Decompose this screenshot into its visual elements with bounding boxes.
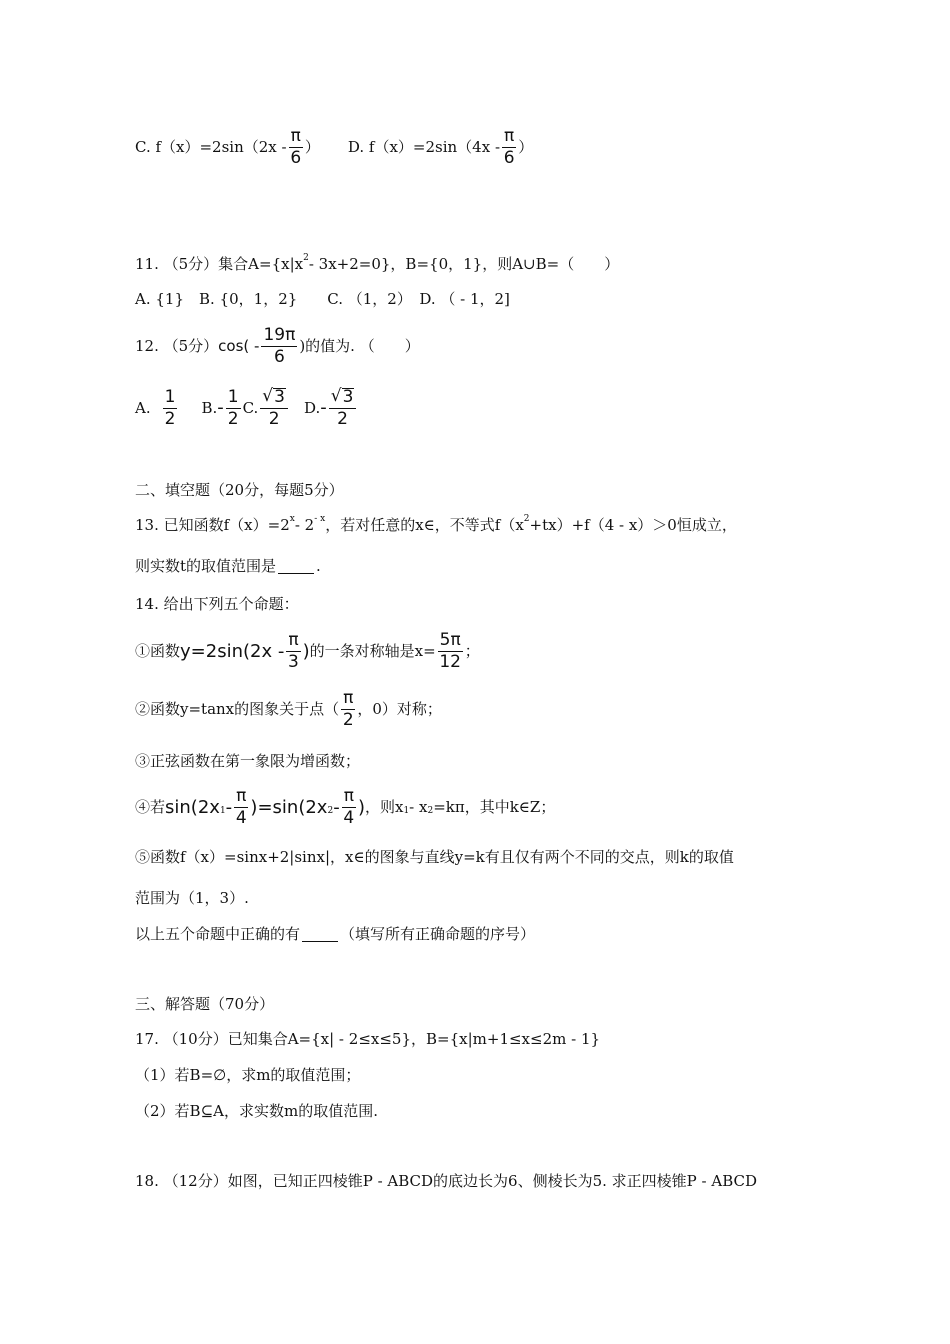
question-12-options: A. $\frac{1}{2}$ B. - $\frac{1}{2}$ C. √ 3 2 D. - √ 3 2: [135, 388, 358, 428]
option-c-sqrt-fraction: √ 3 2: [260, 388, 288, 428]
option-b-fraction: $\frac{1}{2}$: [227, 386, 239, 429]
proposition-5-line2: 范围为（1，3）.: [135, 889, 249, 907]
option-c-fraction: $\frac{\pi}{6}$: [290, 126, 302, 168]
answer-blank: [302, 927, 338, 942]
question-13-line2: 则实数t的取值范围是 .: [135, 557, 321, 575]
option-a-fraction: $\frac{1}{2}$: [164, 386, 176, 429]
question-12-fraction: $\frac{19\pi}{6}$: [263, 325, 296, 367]
question-17-part-1: （1）若B=∅，求m的取值范围；: [135, 1066, 361, 1084]
section-3-heading: 三、解答题（70分）: [135, 995, 275, 1013]
question-11-options: A. {1} B. {0，1，2} C. （1，2） D. （ - 1，2]: [135, 290, 510, 308]
section-2-heading: 二、填空题（20分，每题5分）: [135, 481, 344, 499]
proposition-5: ⑤函数f（x）=sinx+2|sinx|，x∈的图象与直线y=k有且仅有两个不同的交点，则k的取值: [135, 848, 734, 866]
question-13: 13. 已知函数f（x）=2 x - 2 - x ，若对任意的x∈，不等式f（x 2 +tx）+f（4 - x）＞0恒成立，: [135, 514, 737, 534]
question-14: 14. 给出下列五个命题：: [135, 595, 299, 613]
question-18: 18. （12分）如图，已知正四棱锥P - ABCD的底边长为6、侧棱长为5. 求正四棱锥P - ABCD: [135, 1172, 758, 1190]
question-17-part-2: （2）若B⊆A，求实数m的取值范围.: [135, 1102, 378, 1120]
proposition-3: ③正弦函数在第一象限为增函数；: [135, 752, 361, 770]
option-d-fraction: $\frac{\pi}{6}$: [503, 126, 515, 168]
question-17: 17. （10分）已知集合A={x| - 2≤x≤5}，B={x|m+1≤x≤2m - 1}: [135, 1030, 601, 1048]
proposition-2: ②函数y=tanx的图象关于点（ $\frac{\pi}{2}$ ，0）对称；: [135, 688, 442, 730]
question-11: 11. （5分）集合A={x|x 2 - 3x+2=0}，B={0，1}，则A∪B=（ ）: [135, 253, 620, 273]
proposition-4: ④若 sin(2x 1 - $\frac{\pi}{4}$ )=sin(2x 2 - $\frac{\pi}{4}$ ) ，则x 1 - x 2 =kπ，其中k∈Z；: [135, 786, 556, 828]
option-c-text: C. f（x）=2sin（2x -: [135, 138, 287, 156]
option-d-sqrt-fraction: √ 3 2: [329, 388, 357, 428]
answer-blank: [278, 559, 314, 574]
question-12: 12. （5分） cos( - $\frac{19\pi}{6}$ )的值为. （ ）: [135, 325, 420, 367]
question-14-prompt: 以上五个命题中正确的有 （填写所有正确命题的序号）: [135, 925, 536, 943]
proposition-1: ①函数 y=2sin(2x - $\frac{\pi}{3}$ ) 的一条对称轴是x= $\frac{5\pi}{12}$ ；: [135, 630, 480, 672]
option-c-d-line: C. f（x）=2sin（2x - $\frac{\pi}{6}$ ） D. f（x）=2sin（4x - $\frac{\pi}{6}$ ）: [135, 126, 534, 168]
option-d-text: D. f（x）=2sin（4x -: [347, 138, 501, 156]
